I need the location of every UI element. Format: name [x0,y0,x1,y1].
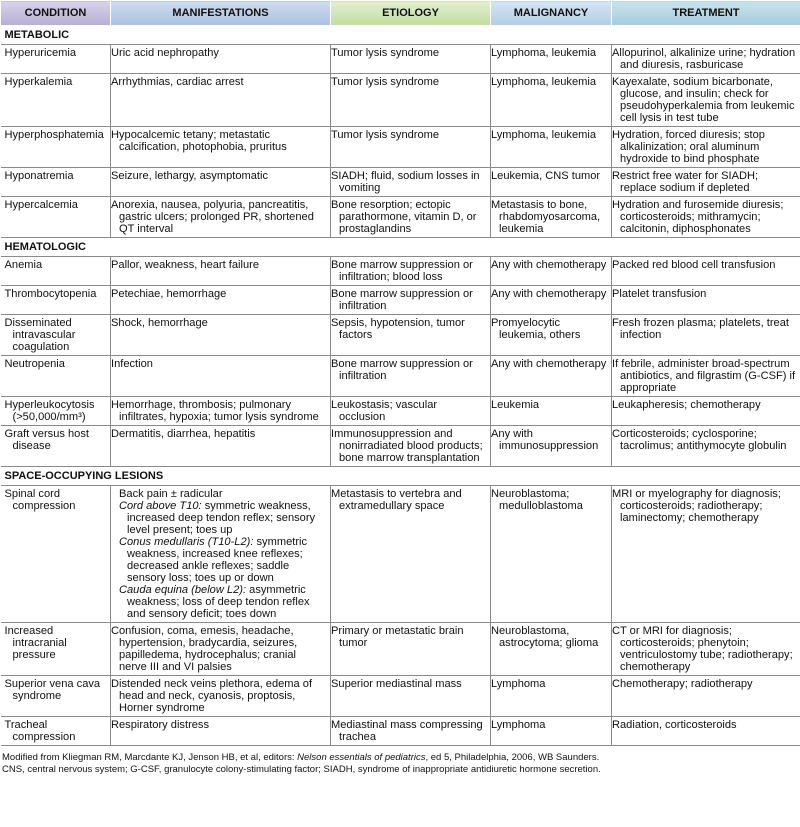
treatment-cell: Hydration and furosemide diuresis; corticosteroids; mithramycin; calcitonin, diphosphonates [612,197,800,238]
header-etiology: ETIOLOGY [331,1,491,26]
malignancy-cell: Any with chemotherapy [491,286,612,315]
etiology-cell: Metastasis to vertebra and extramedullary space [331,486,491,623]
malignancy-cell: Neuroblastoma; medulloblastoma [491,486,612,623]
malignancy-cell: Any with chemotherapy [491,257,612,286]
etiology-cell: Mediastinal mass compressing trachea [331,717,491,746]
table-row [1,127,800,168]
etiology-cell: Tumor lysis syndrome [331,74,491,127]
manifestations-cell: Distended neck veins plethora, edema of head and neck, cyanosis, proptosis, Horner syndrome [111,676,331,717]
manifestations-cell: Infection [111,356,331,397]
manifestations-cell [111,486,331,623]
condition-cell: Spinal cord compression [1,486,111,623]
treatment-cell: MRI or myelography for diagnosis; corticosteroids; radiotherapy; laminectomy; chemotherapy [612,486,800,623]
treatment-cell: If febrile, administer broad-spectrum antibiotics, and filgrastim (G-CSF) if appropriate [612,356,800,397]
condition-cell: Hyperphosphatemia [1,127,111,168]
treatment-cell: Chemotherapy; radiotherapy [612,676,800,717]
table-row [1,676,800,717]
manifestation-line [119,500,326,536]
treatment-cell: Corticosteroids; cyclosporine; tacrolimus; antithymocyte globulin [612,426,800,467]
table-row [1,397,800,426]
condition-cell: Tracheal compression [1,717,111,746]
table-row [1,623,800,676]
manifestations-cell: Petechiae, hemorrhage [111,286,331,315]
treatment-cell: Fresh frozen plasma; platelets, treat infection [612,315,800,356]
header-treatment: TREATMENT [612,1,800,26]
footnotes [0,746,800,776]
header-malignancy: MALIGNANCY [491,1,612,26]
malignancy-cell: Lymphoma [491,676,612,717]
manifestation-line [119,488,326,500]
condition-cell: Anemia [1,257,111,286]
treatment-cell: Platelet transfusion [612,286,800,315]
malignancy-cell: Leukemia [491,397,612,426]
section-header-row [1,467,800,486]
treatment-cell: Kayexalate, sodium bicarbonate, glucose, and insulin; check for pseudohyperkalemia from leukemic cell lysis in test tube [612,74,800,127]
table-body [1,26,800,746]
header-row [1,1,800,26]
etiology-cell: Tumor lysis syndrome [331,45,491,74]
malignancy-cell: Metastasis to bone, rhabdomyosarcoma, leukemia [491,197,612,238]
manifestations-cell: Shock, hemorrhage [111,315,331,356]
etiology-cell: Leukostasis; vascular occlusion [331,397,491,426]
table-row [1,74,800,127]
table-row [1,426,800,467]
condition-cell: Graft versus host disease [1,426,111,467]
manifestations-cell: Arrhythmias, cardiac arrest [111,74,331,127]
manifestation-text: Back pain ± radicular [119,488,223,500]
table-row [1,168,800,197]
malignancy-cell: Lymphoma, leukemia [491,74,612,127]
table-row [1,315,800,356]
table-row [1,257,800,286]
malignancy-cell: Lymphoma, leukemia [491,45,612,74]
treatment-cell: Allopurinol, alkalinize urine; hydration and diuresis, rasburicase [612,45,800,74]
etiology-cell: Bone marrow suppression or infiltration; blood loss [331,257,491,286]
malignancy-cell: Promyelocytic leukemia, others [491,315,612,356]
section-title: SPACE-OCCUPYING LESIONS [1,467,800,486]
manifestation-lead: Conus medullaris (T10-L2): [119,536,254,548]
table-row [1,286,800,315]
malignancy-cell: Leukemia, CNS tumor [491,168,612,197]
treatment-cell: Radiation, corticosteroids [612,717,800,746]
table-row [1,45,800,74]
header-manifestations: MANIFESTATIONS [111,1,331,26]
treatment-cell: CT or MRI for diagnosis; corticosteroids; phenytoin; ventriculostomy tube; radiotherapy; chemotherapy [612,623,800,676]
manifestation-text: symmetric weakness, increased deep tendon reflex; sensory level present; toes up [127,500,316,536]
treatment-cell: Restrict free water for SIADH; replace sodium if depleted [612,168,800,197]
manifestations-cell: Dermatitis, diarrhea, hepatitis [111,426,331,467]
treatment-cell: Hydration, forced diuresis; stop alkalinization; oral aluminum hydroxide to bind phosphate [612,127,800,168]
source-note: Modified from Kliegman RM, Marcdante KJ, Jenson HB, et al, editors: Nelson essentials of pediatrics, ed 5, Philadelphia, 2006, WB Saunders. [2,752,600,763]
condition-cell: Hyponatremia [1,168,111,197]
section-title: HEMATOLOGIC [1,238,800,257]
section-header-row [1,238,800,257]
condition-cell: Increased intracranial pressure [1,623,111,676]
malignancy-cell: Lymphoma, leukemia [491,127,612,168]
condition-cell: Disseminated intravascular coagulation [1,315,111,356]
condition-cell: Hyperkalemia [1,74,111,127]
table-row [1,356,800,397]
etiology-cell: Bone marrow suppression or infiltration [331,356,491,397]
malignancy-cell: Neuroblastoma, astrocytoma; glioma [491,623,612,676]
malignancy-cell: Any with chemotherapy [491,356,612,397]
treatment-cell: Leukapheresis; chemotherapy [612,397,800,426]
malignancy-cell: Lymphoma [491,717,612,746]
etiology-cell: Primary or metastatic brain tumor [331,623,491,676]
malignancy-cell: Any with immunosuppression [491,426,612,467]
table-row [1,717,800,746]
abbreviations-note: CNS, central nervous system; G-CSF, granulocyte colony-stimulating factor; SIADH, syndrome of inappropriate antidiuretic hormone secretion. [2,764,601,775]
manifestation-text: symmetric weakness, increased knee reflexes; decreased ankle reflexes; saddle sensory loss; toes up or down [127,536,308,584]
etiology-cell: Immunosuppression and nonirradiated blood products; bone marrow transplantation [331,426,491,467]
etiology-cell: Bone marrow suppression or infiltration [331,286,491,315]
condition-cell: Superior vena cava syndrome [1,676,111,717]
manifestation-line [119,536,326,584]
table-row [1,197,800,238]
condition-cell: Hypercalcemia [1,197,111,238]
etiology-cell: Tumor lysis syndrome [331,127,491,168]
condition-cell: Neutropenia [1,356,111,397]
condition-cell: Hyperuricemia [1,45,111,74]
manifestations-cell: Hypocalcemic tetany; metastatic calcification, photophobia, pruritus [111,127,331,168]
table-row [1,486,800,623]
manifestation-lead: Cauda equina (below L2): [119,584,247,596]
manifestations-cell: Respiratory distress [111,717,331,746]
etiology-cell: Bone resorption; ectopic parathormone, vitamin D, or prostaglandins [331,197,491,238]
manifestation-line [119,584,326,620]
section-title: METABOLIC [1,26,800,45]
etiology-cell: Superior mediastinal mass [331,676,491,717]
etiology-cell: Sepsis, hypotension, tumor factors [331,315,491,356]
header-condition: CONDITION [1,1,111,26]
manifestation-lead: Cord above T10: [119,500,202,512]
manifestations-cell: Confusion, coma, emesis, headache, hypertension, bradycardia, seizures, papilledema, hydrocephalus; cranial nerve III and VI palsies [111,623,331,676]
condition-cell: Thrombocytopenia [1,286,111,315]
etiology-cell: SIADH; fluid, sodium losses in vomiting [331,168,491,197]
treatment-cell: Packed red blood cell transfusion [612,257,800,286]
condition-cell: Hyperleukocytosis (>50,000/mm³) [1,397,111,426]
section-header-row [1,26,800,45]
source-book-title: Nelson essentials of pediatrics [297,752,426,763]
manifestations-cell: Uric acid nephropathy [111,45,331,74]
manifestation-text: asymmetric weakness; loss of deep tendon reflex and sensory deficit; toes down [127,584,310,620]
manifestations-cell: Hemorrhage, thrombosis; pulmonary infiltrates, hypoxia; tumor lysis syndrome [111,397,331,426]
manifestations-cell: Seizure, lethargy, asymptomatic [111,168,331,197]
manifestations-cell: Anorexia, nausea, polyuria, pancreatitis, gastric ulcers; prolonged PR, shortened QT interval [111,197,331,238]
manifestations-cell: Pallor, weakness, heart failure [111,257,331,286]
